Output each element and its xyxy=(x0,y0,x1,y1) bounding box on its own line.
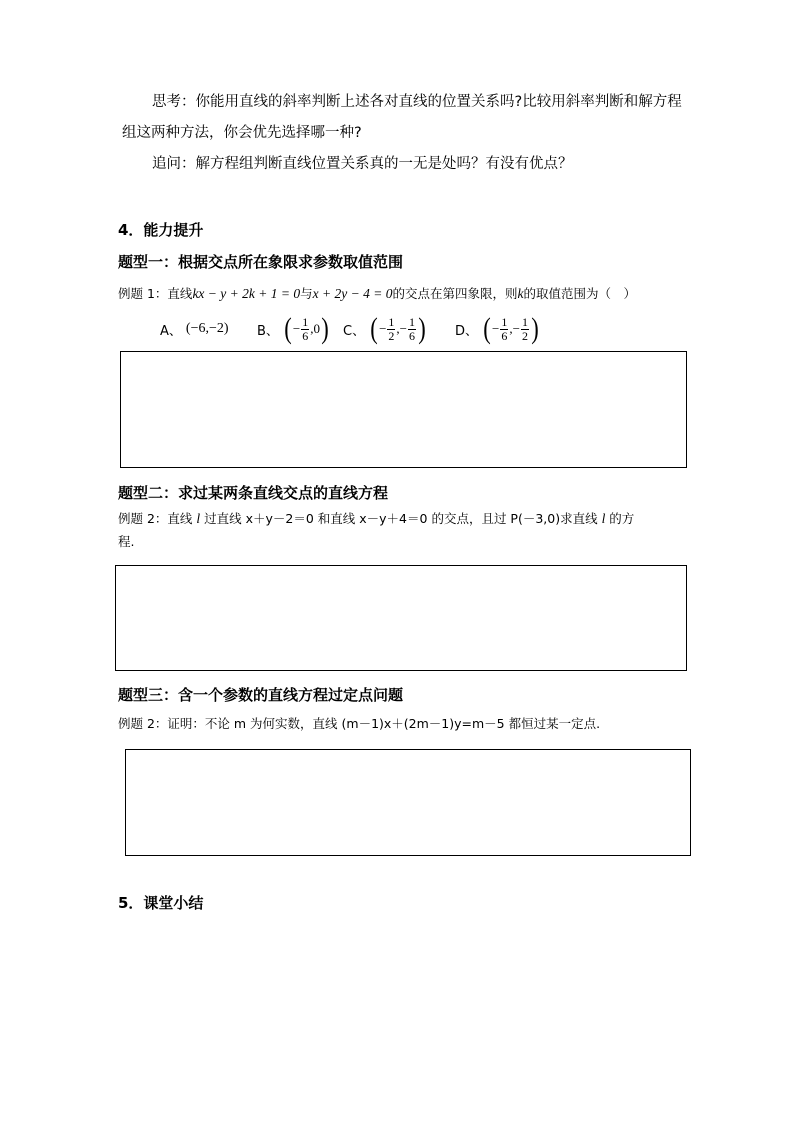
think-line-1: 思考：你能用直线的斜率判断上述各对直线的位置关系吗?比较用斜率判断和解方程 xyxy=(152,94,682,110)
option-d[interactable] xyxy=(455,312,540,346)
example-2-part-1: 例题 2：直线 xyxy=(118,511,197,526)
option-b[interactable] xyxy=(257,312,330,346)
fraction: $\frac{1}{2}$ xyxy=(521,314,528,343)
line-equation-1: kx − y + 2k + 1 = 0 xyxy=(192,286,301,301)
think-line-2: 组这两种方法，你会优先选择哪一种? xyxy=(122,125,362,141)
example-1-text xyxy=(118,284,636,302)
fraction: $\frac{1}{6}$ xyxy=(409,314,416,343)
minus-sign: − xyxy=(379,321,387,336)
fraction: $\frac{1}{6}$ xyxy=(302,314,309,343)
option-c[interactable] xyxy=(343,312,427,346)
answer-box-3[interactable] xyxy=(125,749,691,856)
followup-question: 追问：解方程组判断直线位置关系真的一无是处吗？有没有优点？ xyxy=(152,156,573,172)
open-paren: ( xyxy=(483,312,491,345)
answer-box-1[interactable] xyxy=(120,351,687,468)
close-paren: ) xyxy=(531,312,539,345)
variable-l: l xyxy=(601,511,606,526)
type-1-title: 题型一：根据交点所在象限求参数取值范围 xyxy=(118,253,404,271)
line-equation-2: x + 2y − 4 = 0 xyxy=(312,286,393,301)
variable-k: k xyxy=(517,286,524,301)
example-1-suffix-b: 的取值范围为（ ） xyxy=(523,286,636,301)
option-a-value: (−6,−2) xyxy=(185,321,229,336)
variable-l: l xyxy=(196,511,201,526)
close-paren: ) xyxy=(321,312,329,345)
option-b-label: B、 xyxy=(257,323,279,339)
minus-sign: − xyxy=(292,321,301,336)
option-d-label: D、 xyxy=(455,323,479,339)
example-2-part-3: 的方 xyxy=(605,511,635,526)
section-5-heading: 5．课堂小结 xyxy=(118,894,204,912)
close-paren: ) xyxy=(418,312,426,345)
minus-sign: − xyxy=(492,321,500,336)
fraction: $\frac{1}{2}$ xyxy=(388,314,395,343)
fraction: $\frac{1}{6}$ xyxy=(501,314,508,343)
example-3-text: 例题 2：证明：不论 m 为何实数，直线 (m－1)x＋(2m－1)y=m－5 都恒过某一定点. xyxy=(118,716,601,731)
comma-minus: ,− xyxy=(509,321,520,336)
option-b-rest: ,0 xyxy=(310,321,321,336)
example-2-text xyxy=(118,509,634,527)
example-1-suffix-a: 的交点在第四象限，则 xyxy=(392,286,518,301)
comma-minus: ,− xyxy=(396,321,408,336)
example-1-mid: 与 xyxy=(300,286,313,301)
answer-box-2[interactable] xyxy=(115,565,687,671)
example-2-part-2: 过直线 x＋y－2＝0 和直线 x－y＋4＝0 的交点，且过 P(－3,0)求直线 xyxy=(200,511,602,526)
option-c-label: C、 xyxy=(343,323,366,339)
example-1-prefix: 例题 1：直线 xyxy=(118,286,193,301)
example-2-line-2: 程. xyxy=(118,534,135,549)
option-a-label: A、 xyxy=(160,323,182,339)
option-a[interactable] xyxy=(160,312,229,346)
type-2-title: 题型二：求过某两条直线交点的直线方程 xyxy=(118,484,389,502)
section-4-heading: 4．能力提升 xyxy=(118,221,204,239)
open-paren: ( xyxy=(284,312,292,345)
type-3-title: 题型三：含一个参数的直线方程过定点问题 xyxy=(118,686,404,704)
open-paren: ( xyxy=(370,312,378,345)
